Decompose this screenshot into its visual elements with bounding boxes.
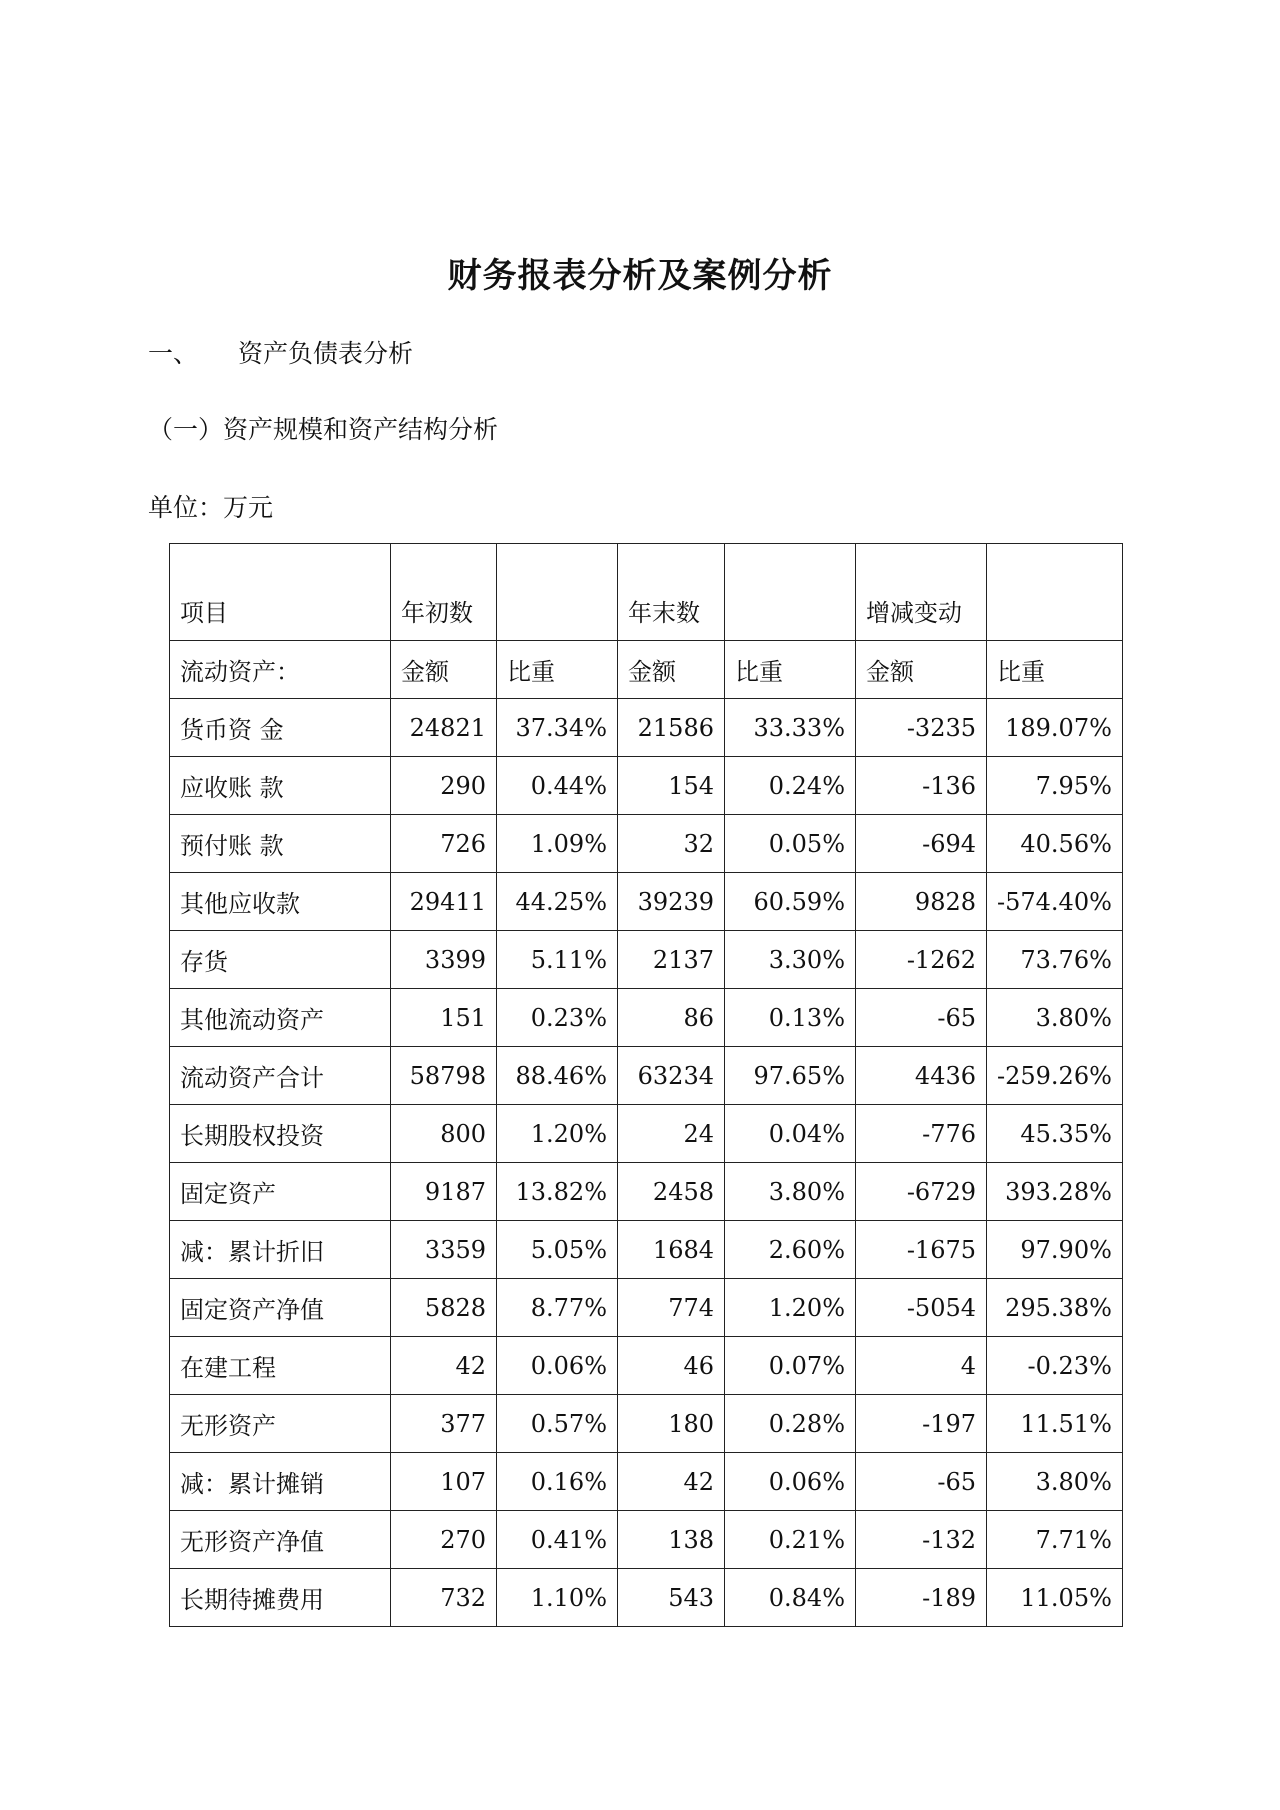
table-subheader-row: [170, 641, 1123, 699]
value-cell: -132: [856, 1511, 987, 1569]
table-row: [170, 931, 1123, 989]
subsection-heading: （一）资产规模和资产结构分析: [148, 415, 499, 444]
value-cell: 0.23%: [497, 989, 618, 1047]
value-cell: 45.35%: [987, 1105, 1123, 1163]
value-cell: 0.57%: [497, 1395, 618, 1453]
table-row: [170, 1105, 1123, 1163]
value-cell: 5.11%: [497, 931, 618, 989]
value-cell: 3.30%: [725, 931, 856, 989]
value-cell: 3359: [391, 1221, 497, 1279]
value-cell: 42: [391, 1337, 497, 1395]
row-label-cell: 货币资 金: [170, 699, 391, 757]
value-cell: 774: [618, 1279, 725, 1337]
row-label-cell: 固定资产净值: [170, 1279, 391, 1337]
subheader-cell: 比重: [725, 641, 856, 699]
row-label-cell: 无形资产: [170, 1395, 391, 1453]
subheader-cell: 金额: [391, 641, 497, 699]
unit-label: 单位：万元: [148, 493, 274, 522]
value-cell: 180: [618, 1395, 725, 1453]
value-cell: 543: [618, 1569, 725, 1627]
value-cell: -3235: [856, 699, 987, 757]
value-cell: 3.80%: [725, 1163, 856, 1221]
row-label-cell: 减：累计折旧: [170, 1221, 391, 1279]
value-cell: 1.09%: [497, 815, 618, 873]
value-cell: 4: [856, 1337, 987, 1395]
table-row: [170, 1511, 1123, 1569]
header-cell: 年初数: [391, 544, 497, 641]
value-cell: 9187: [391, 1163, 497, 1221]
value-cell: 2137: [618, 931, 725, 989]
value-cell: 3.80%: [987, 989, 1123, 1047]
value-cell: 1684: [618, 1221, 725, 1279]
row-label-cell: 预付账 款: [170, 815, 391, 873]
table-row: [170, 1279, 1123, 1337]
row-label-cell: 在建工程: [170, 1337, 391, 1395]
value-cell: 8.77%: [497, 1279, 618, 1337]
value-cell: 0.07%: [725, 1337, 856, 1395]
value-cell: -197: [856, 1395, 987, 1453]
value-cell: 0.04%: [725, 1105, 856, 1163]
value-cell: 46: [618, 1337, 725, 1395]
value-cell: 290: [391, 757, 497, 815]
value-cell: -136: [856, 757, 987, 815]
value-cell: -259.26%: [987, 1047, 1123, 1105]
value-cell: 37.34%: [497, 699, 618, 757]
value-cell: 7.71%: [987, 1511, 1123, 1569]
value-cell: 5828: [391, 1279, 497, 1337]
header-cell: [497, 544, 618, 641]
value-cell: 44.25%: [497, 873, 618, 931]
table-header-row: [170, 544, 1123, 641]
value-cell: 154: [618, 757, 725, 815]
value-cell: 42: [618, 1453, 725, 1511]
header-cell: [725, 544, 856, 641]
value-cell: -65: [856, 1453, 987, 1511]
table-row: [170, 1163, 1123, 1221]
section-title: 资产负债表分析: [238, 339, 414, 368]
row-label-cell: 固定资产: [170, 1163, 391, 1221]
value-cell: 33.33%: [725, 699, 856, 757]
value-cell: 0.05%: [725, 815, 856, 873]
value-cell: 88.46%: [497, 1047, 618, 1105]
value-cell: 151: [391, 989, 497, 1047]
row-label-cell: 存货: [170, 931, 391, 989]
row-label-cell: 长期股权投资: [170, 1105, 391, 1163]
table-row: [170, 1395, 1123, 1453]
value-cell: 24821: [391, 699, 497, 757]
value-cell: 138: [618, 1511, 725, 1569]
value-cell: 0.44%: [497, 757, 618, 815]
value-cell: 0.06%: [497, 1337, 618, 1395]
value-cell: 13.82%: [497, 1163, 618, 1221]
row-label-cell: 减：累计摊销: [170, 1453, 391, 1511]
value-cell: 2.60%: [725, 1221, 856, 1279]
value-cell: 9828: [856, 873, 987, 931]
value-cell: -1675: [856, 1221, 987, 1279]
page-title: 财务报表分析及案例分析: [447, 256, 833, 296]
table-row: [170, 989, 1123, 1047]
value-cell: 73.76%: [987, 931, 1123, 989]
value-cell: 58798: [391, 1047, 497, 1105]
value-cell: 107: [391, 1453, 497, 1511]
value-cell: -5054: [856, 1279, 987, 1337]
value-cell: 29411: [391, 873, 497, 931]
header-cell: 年末数: [618, 544, 725, 641]
value-cell: 5.05%: [497, 1221, 618, 1279]
value-cell: 21586: [618, 699, 725, 757]
value-cell: 0.84%: [725, 1569, 856, 1627]
value-cell: 189.07%: [987, 699, 1123, 757]
table-row: [170, 815, 1123, 873]
subheader-cell: 比重: [987, 641, 1123, 699]
value-cell: 0.21%: [725, 1511, 856, 1569]
table-row: [170, 1047, 1123, 1105]
table-row: [170, 1221, 1123, 1279]
value-cell: 2458: [618, 1163, 725, 1221]
row-label-cell: 其他应收款: [170, 873, 391, 931]
section-number: 一、: [148, 339, 199, 368]
value-cell: 7.95%: [987, 757, 1123, 815]
value-cell: 39239: [618, 873, 725, 931]
value-cell: 4436: [856, 1047, 987, 1105]
value-cell: 270: [391, 1511, 497, 1569]
header-cell: 项目: [170, 544, 391, 641]
value-cell: 11.51%: [987, 1395, 1123, 1453]
row-label-cell: 其他流动资产: [170, 989, 391, 1047]
value-cell: 3.80%: [987, 1453, 1123, 1511]
table-row: [170, 873, 1123, 931]
value-cell: -776: [856, 1105, 987, 1163]
value-cell: -65: [856, 989, 987, 1047]
value-cell: 32: [618, 815, 725, 873]
row-label-cell: 应收账 款: [170, 757, 391, 815]
value-cell: 3399: [391, 931, 497, 989]
value-cell: -1262: [856, 931, 987, 989]
value-cell: 1.10%: [497, 1569, 618, 1627]
table-row: [170, 1453, 1123, 1511]
value-cell: 295.38%: [987, 1279, 1123, 1337]
value-cell: -0.23%: [987, 1337, 1123, 1395]
value-cell: 1.20%: [497, 1105, 618, 1163]
value-cell: 40.56%: [987, 815, 1123, 873]
value-cell: -6729: [856, 1163, 987, 1221]
row-label-cell: 流动资产合计: [170, 1047, 391, 1105]
value-cell: 0.41%: [497, 1511, 618, 1569]
value-cell: 0.06%: [725, 1453, 856, 1511]
value-cell: 726: [391, 815, 497, 873]
section-heading: [148, 334, 413, 370]
value-cell: 393.28%: [987, 1163, 1123, 1221]
value-cell: 97.65%: [725, 1047, 856, 1105]
value-cell: 60.59%: [725, 873, 856, 931]
table-row: [170, 1569, 1123, 1627]
value-cell: 377: [391, 1395, 497, 1453]
value-cell: 800: [391, 1105, 497, 1163]
table-row: [170, 1337, 1123, 1395]
value-cell: -189: [856, 1569, 987, 1627]
asset-structure-table: [169, 543, 1123, 1627]
value-cell: 97.90%: [987, 1221, 1123, 1279]
value-cell: 24: [618, 1105, 725, 1163]
table-row: [170, 757, 1123, 815]
value-cell: 0.13%: [725, 989, 856, 1047]
value-cell: 732: [391, 1569, 497, 1627]
row-label-cell: 无形资产净值: [170, 1511, 391, 1569]
table-row: [170, 699, 1123, 757]
value-cell: 86: [618, 989, 725, 1047]
value-cell: 0.28%: [725, 1395, 856, 1453]
value-cell: 1.20%: [725, 1279, 856, 1337]
value-cell: 0.16%: [497, 1453, 618, 1511]
value-cell: 0.24%: [725, 757, 856, 815]
value-cell: 11.05%: [987, 1569, 1123, 1627]
subheader-cell: 金额: [856, 641, 987, 699]
subheader-cell: 金额: [618, 641, 725, 699]
header-cell: 增减变动: [856, 544, 987, 641]
row-label-cell: 长期待摊费用: [170, 1569, 391, 1627]
header-cell: [987, 544, 1123, 641]
subheader-cell: 流动资产：: [170, 641, 391, 699]
value-cell: 63234: [618, 1047, 725, 1105]
value-cell: -574.40%: [987, 873, 1123, 931]
subheader-cell: 比重: [497, 641, 618, 699]
value-cell: -694: [856, 815, 987, 873]
